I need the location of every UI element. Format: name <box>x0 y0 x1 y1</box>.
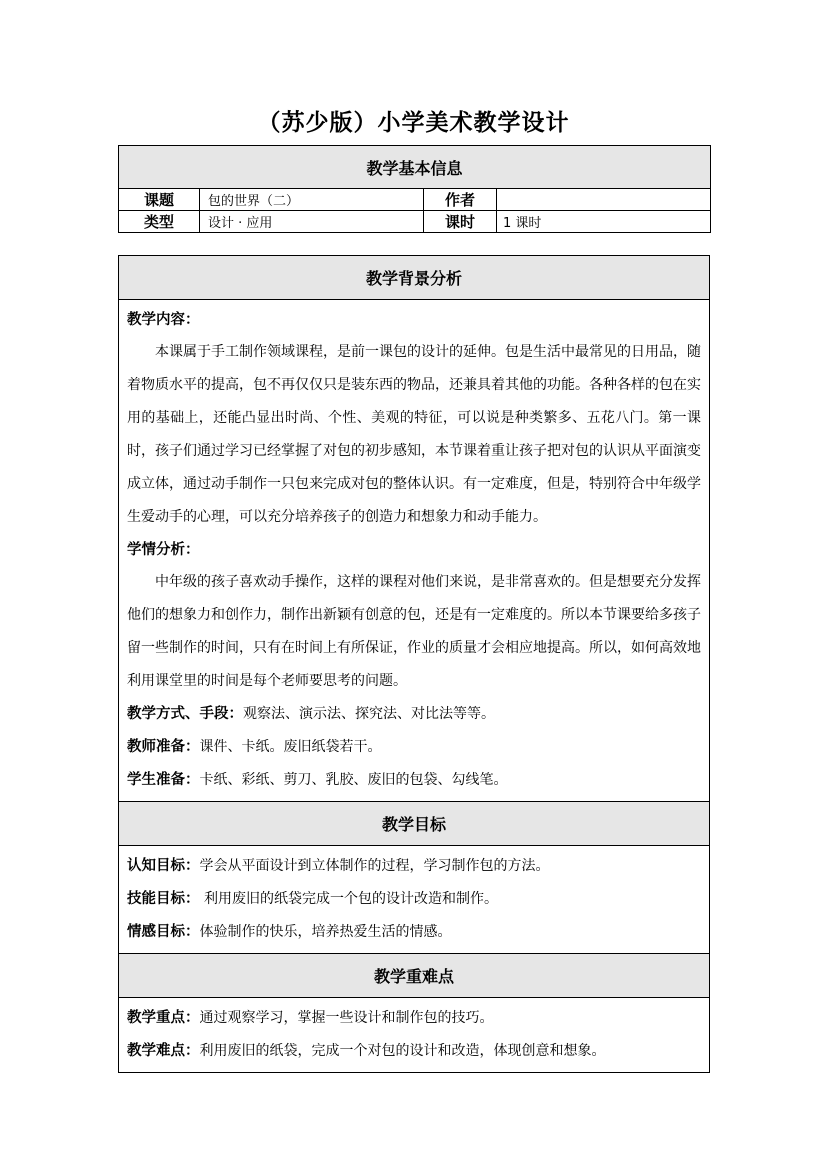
emotion-line <box>127 916 701 949</box>
cognitive-text: 学会从平面设计到立体制作的过程，学习制作包的方法。 <box>199 858 550 874</box>
document-title: （苏少版）小学美术教学设计 <box>257 110 570 136</box>
focus-text: 通过观察学习，掌握一些设计和制作包的技巧。 <box>199 1010 494 1026</box>
hours-value: 1 课时 <box>497 211 711 233</box>
emotion-text: 体验制作的快乐，培养热爱生活的情感。 <box>199 924 452 940</box>
teacher-prep-label: 教师准备： <box>127 739 200 755</box>
emotion-label: 情感目标： <box>127 924 200 940</box>
skill-label: 技能目标： <box>127 891 200 907</box>
difficulty-label: 教学难点： <box>127 1043 200 1059</box>
type-value: 设计 · 应用 <box>200 211 424 233</box>
basic-info-header: 教学基本信息 <box>119 146 711 189</box>
content-text: 本课属于手工制作领域课程，是前一课包的设计的延伸。包是生活中最常见的日用品，随着物质水平的提高，包不再仅仅只是装东西的物品，还兼具着其他的功能。各种各样的包在实用的基础上，还能凸显出时尚、个性、美观的特征，可以说是种类繁多、五花八门。第一课时，孩子们通过学习已经掌握了对包的初步感知，本节课着重让孩子把对包的认识从平面演变成立体，通过动手制作一只包来完成对包的整体认识。有一定难度，但是，特别符合中年级学生爱动手的心理，可以充分培养孩子的创造力和想象力和动手能力。 <box>127 344 701 525</box>
method-label: 教学方式、手段： <box>127 706 243 722</box>
student-analysis-text: 中年级的孩子喜欢动手操作，这样的课程对他们来说，是非常喜欢的。但是想要充分发挥他们的想象力和创作力，制作出新颖有创意的包，还是有一定难度的。所以本节课要给多孩子留一些制作的时间，只有在时间上有所保证，作业的质量才会相应地提高。所以，如何高效地利用课堂里的时间是每个老师要思考的问题。 <box>127 574 701 689</box>
hours-label: 课时 <box>424 211 497 233</box>
method-text: 观察法、演示法、探究法、对比法等等。 <box>243 706 495 722</box>
focus-line <box>127 1002 701 1035</box>
content-title: 教学内容： <box>127 312 200 328</box>
cognitive-line <box>127 850 701 883</box>
author-label: 作者 <box>424 189 497 211</box>
basic-info-table <box>118 145 711 233</box>
student-prep-text: 卡纸、彩纸、剪刀、乳胶、废旧的包袋、勾线笔。 <box>199 772 508 788</box>
focus-label: 教学重点： <box>127 1010 200 1026</box>
skill-line <box>127 883 701 916</box>
student-analysis-title: 学情分析： <box>127 542 200 558</box>
difficulty-text: 利用废旧的纸袋，完成一个对包的设计和改造，体现创意和想象。 <box>199 1043 606 1059</box>
teaching-analysis-table <box>118 255 710 1073</box>
type-label: 类型 <box>119 211 200 233</box>
difficulty-line <box>127 1035 701 1068</box>
topic-label: 课题 <box>119 189 200 211</box>
author-value <box>497 189 711 211</box>
topic-value: 包的世界（二） <box>200 189 424 211</box>
objectives-header: 教学目标 <box>119 802 710 846</box>
teacher-prep-text: 课件、卡纸。废旧纸袋若干。 <box>199 739 382 755</box>
background-header: 教学背景分析 <box>119 256 710 300</box>
student-prep-line <box>127 764 701 797</box>
cognitive-label: 认知目标： <box>127 858 200 874</box>
background-cell <box>119 300 710 802</box>
method-line <box>127 698 701 731</box>
key-points-cell <box>119 998 710 1073</box>
skill-text: 利用废旧的纸袋完成一个包的设计改造和制作。 <box>199 891 498 907</box>
objectives-cell <box>119 846 710 954</box>
student-prep-label: 学生准备： <box>127 772 200 788</box>
teacher-prep-line <box>127 731 701 764</box>
key-points-header: 教学重难点 <box>119 954 710 998</box>
